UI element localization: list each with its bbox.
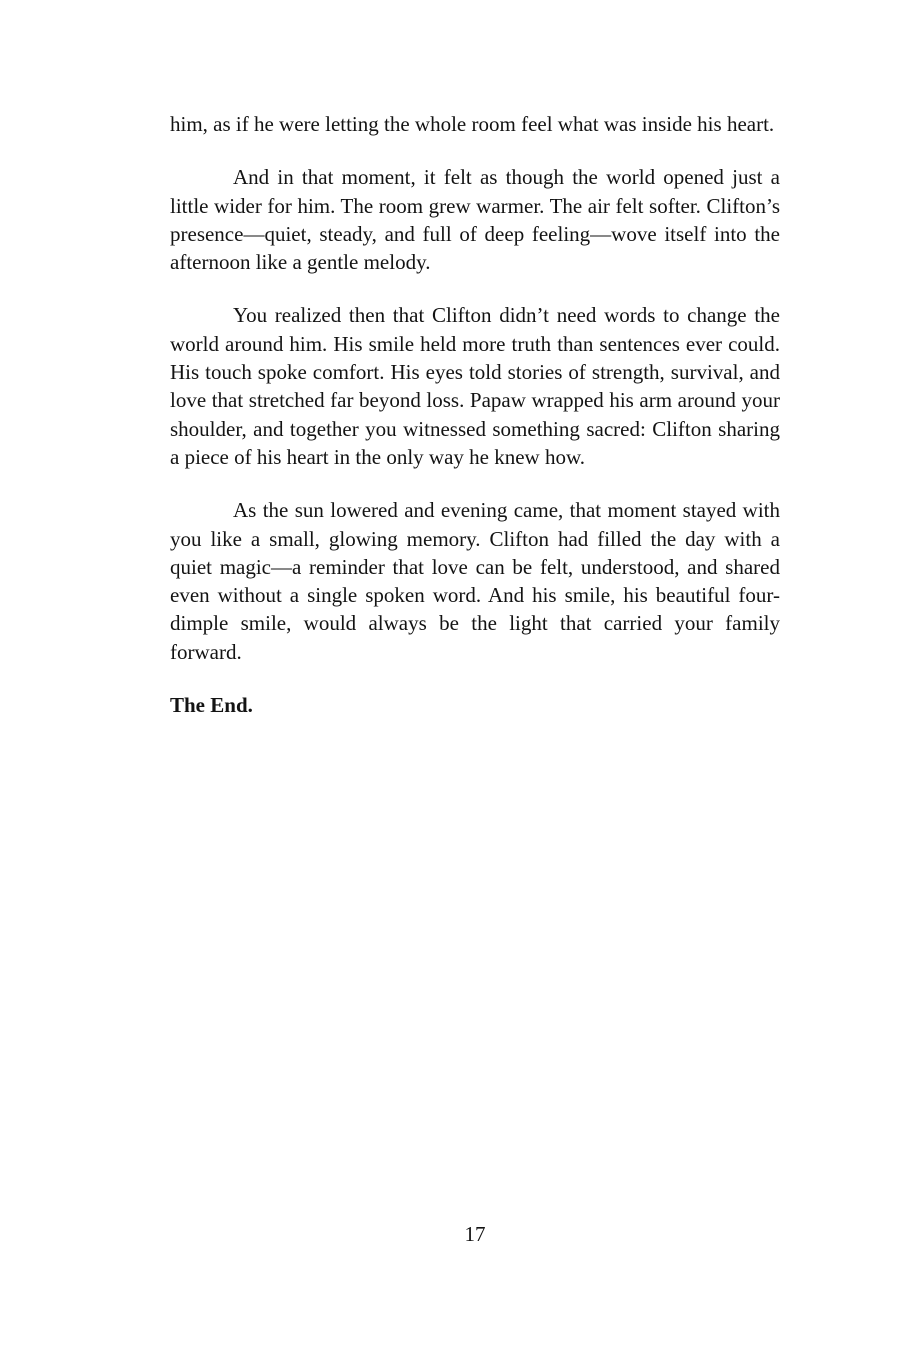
text-block: [170, 110, 780, 719]
paragraph: And in that moment, it felt as though the world opened just a little wider for him. The room grew warmer. The air felt softer. Clifton’s presence—quiet, steady, and full of deep feeling—wove itself into the afternoon like a gentle melody.: [170, 165, 780, 275]
the-end-label: The End.: [170, 693, 253, 718]
paragraph: As the sun lowered and evening came, that moment stayed with you like a small, glowing memory. Clifton had filled the day with a quiet magic—a reminder that love can be felt, understood, and shared even without a single spoken word. And his smile, his beautiful four-dimple smile, would always be the light that carried your family forward.: [170, 498, 780, 664]
paragraph: You realized then that Clifton didn’t need words to change the world around him. His smile held more truth than sentences ever could. His touch spoke comfort. His eyes told stories of strength, survival, and love that stretched far beyond loss. Papaw wrapped his arm around your shoulder, and together you witnessed something sacred: Clifton sharing a piece of his heart in the only way he knew how.: [170, 303, 780, 469]
paragraph-continuation: him, as if he were letting the whole room feel what was inside his heart.: [170, 112, 775, 136]
page-number: 17: [464, 1222, 486, 1246]
